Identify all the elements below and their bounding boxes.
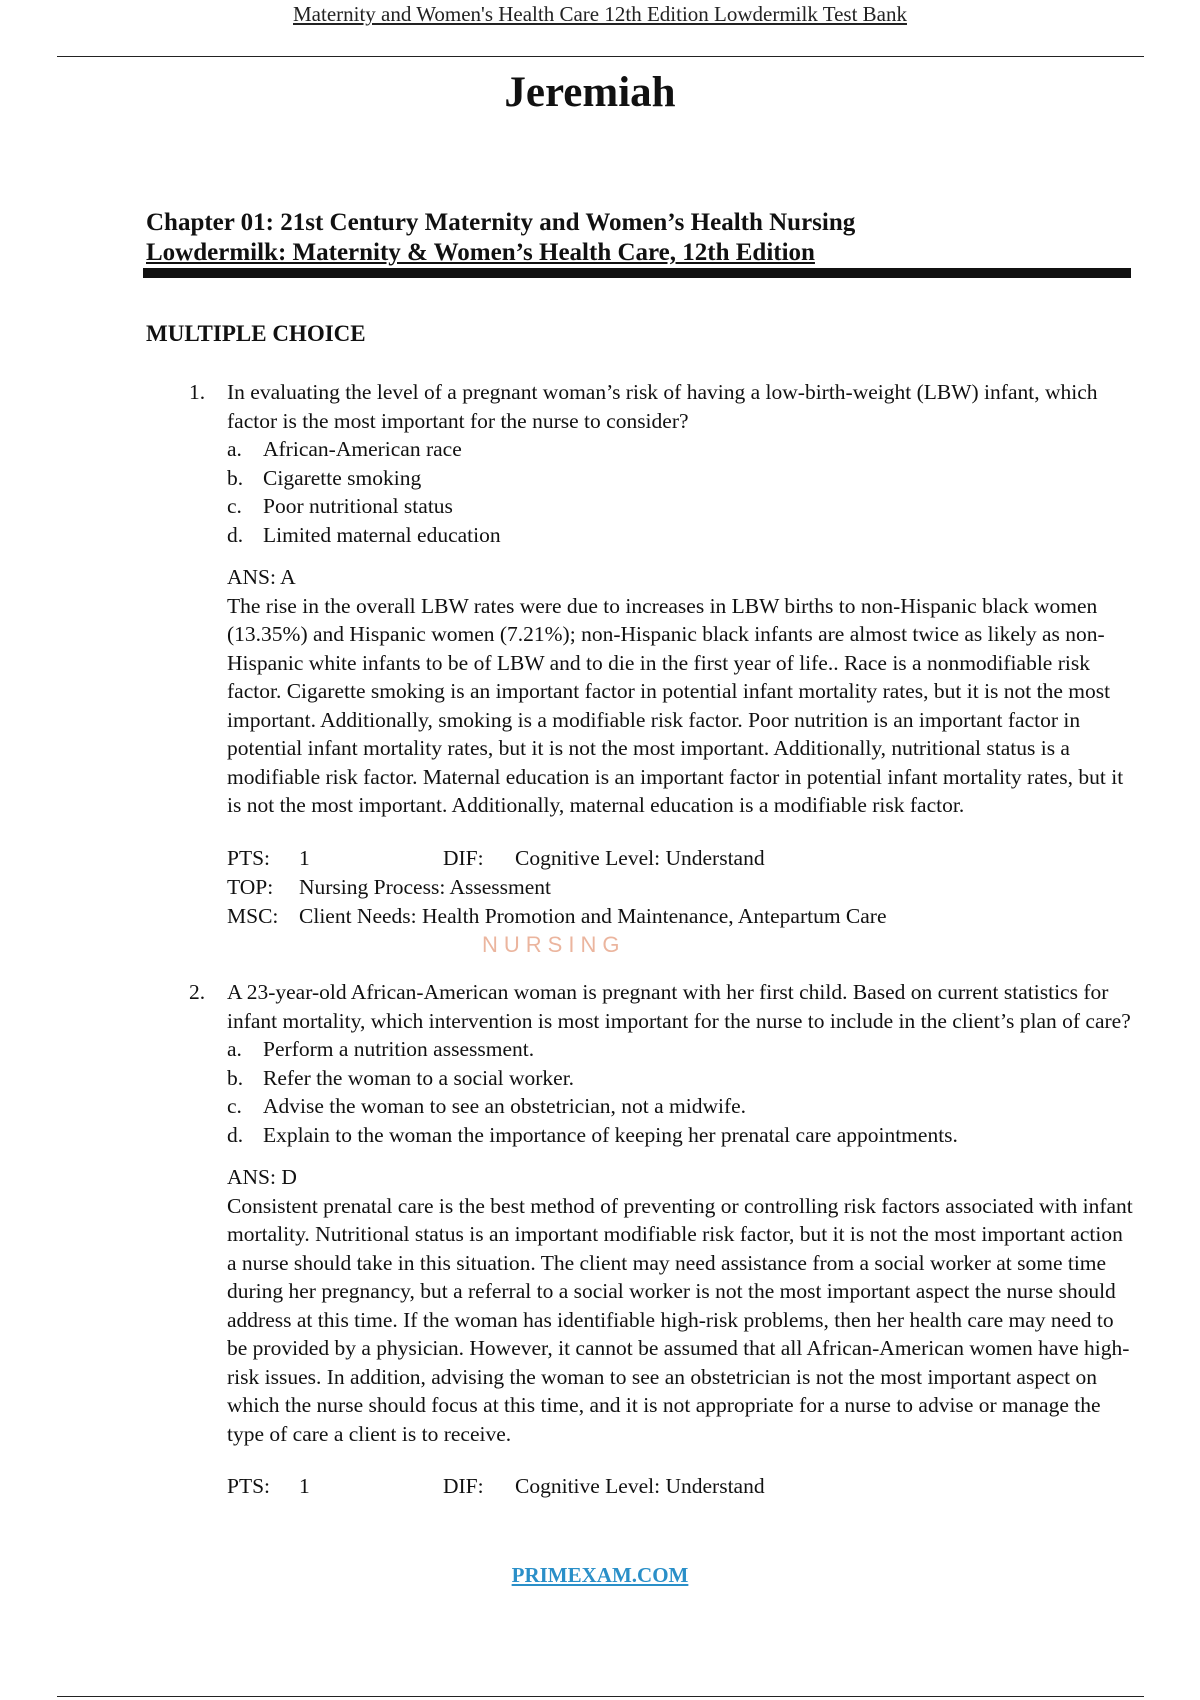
meta-row-top	[227, 873, 1134, 902]
pts-value: 1	[299, 845, 310, 870]
top-label: TOP:	[227, 874, 274, 899]
chapter-subtitle: Lowdermilk: Maternity & Women’s Health Care, 12th Edition	[146, 239, 815, 266]
question-metadata	[227, 844, 1134, 931]
pts-label: PTS:	[227, 845, 271, 870]
question-stem: A 23-year-old African-American woman is pregnant with her first child. Based on current statistics for infant mortality, which intervention is most important for the nurse to include in the client’s plan of care?	[227, 980, 1131, 1033]
choice-item	[227, 1035, 1134, 1064]
meta-row-msc	[227, 902, 1134, 931]
question-metadata	[227, 1472, 1134, 1501]
answer-rationale: Consistent prenatal care is the best method of preventing or controlling risk factors associated with infant mortality. Nutritional status is an important modifiable risk factor, but it is not the most important action a nurse should take in this situation. The client may need assistance from a social worker at some time during her pregnancy, but a referral to a social worker is not the most important aspect the nurse should address at this time. If the woman has identifiable high-risk problems, then her health care may need to be provided by a physician. However, it cannot be assumed that all African-American women have high-risk issues. In addition, advising the woman to see an obstetrician is not the most important aspect on which the nurse should focus at this time, and it is not appropriate for a nurse to advise or manage the type of care a client is to receive.	[227, 1193, 1133, 1446]
top-value: Nursing Process: Assessment	[299, 874, 552, 899]
choice-letter: c.	[227, 494, 242, 518]
answer-rationale: The rise in the overall LBW rates were due to increases in LBW births to non-Hispanic black women (13.35%) and Hispanic women (7.21%); non-Hispanic black infants are almost twice as likely as non-Hispanic white infants to be of LBW and to die in the first year of life.. Race is a nonmodifiable risk factor. Cigarette smoking is an important factor in potential infant mortality rates, but it is not the most important. Additionally, smoking is a modifiable risk factor. Poor nutrition is an important factor in potential infant mortality rates, but it is not the most important. Additionally, nutritional status is a modifiable risk factor. Maternal education is an important factor in potential infant mortality rates, but it is not the most important. Additionally, maternal education is a modifiable risk factor.	[227, 593, 1124, 817]
question-1	[189, 378, 1134, 931]
choice-text: Cigarette smoking	[263, 465, 422, 490]
question-number: 2.	[189, 980, 206, 1004]
choice-item	[227, 1064, 1134, 1093]
choice-item	[227, 1092, 1134, 1121]
document-header-title: Maternity and Women's Health Care 12th Edition Lowdermilk Test Bank	[293, 2, 907, 26]
choice-letter: b.	[227, 465, 244, 490]
question-number: 1.	[189, 380, 206, 404]
choice-list	[227, 435, 1134, 549]
choice-letter: c.	[227, 1094, 242, 1118]
choice-item	[227, 1121, 1134, 1150]
dif-label: DIF:	[443, 1474, 484, 1498]
choice-item	[227, 492, 1134, 521]
footer-divider	[57, 1696, 1144, 1697]
dif-value: Cognitive Level: Understand	[515, 845, 765, 870]
question-2	[189, 978, 1134, 1501]
choice-text: Limited maternal education	[263, 522, 501, 547]
watermark-text: NURSING	[482, 932, 626, 957]
choice-text: African-American race	[263, 437, 462, 461]
msc-label: MSC:	[227, 903, 279, 928]
chapter-heading	[146, 208, 855, 268]
dif-value: Cognitive Level: Understand	[515, 1474, 765, 1498]
choice-text: Poor nutritional status	[263, 494, 453, 518]
choice-letter: d.	[227, 1122, 244, 1147]
choice-text: Explain to the woman the importance of keeping her prenatal care appointments.	[263, 1122, 958, 1147]
choice-item	[227, 521, 1134, 550]
section-title: MULTIPLE CHOICE	[146, 321, 366, 346]
choice-text: Advise the woman to see an obstetrician, not a midwife.	[263, 1094, 747, 1118]
choice-letter: a.	[227, 437, 242, 461]
choice-text: Perform a nutrition assessment.	[263, 1037, 535, 1061]
choice-letter: a.	[227, 1037, 242, 1061]
chapter-divider	[143, 268, 1131, 278]
chapter-title: Chapter 01: 21st Century Maternity and Women’s Health Nursing	[146, 209, 856, 236]
choice-letter: b.	[227, 1065, 244, 1090]
choice-list	[227, 1035, 1134, 1149]
primexam-link[interactable]: PRIMEXAM.COM	[511, 1563, 689, 1587]
page-title: Jeremiah	[504, 69, 676, 116]
meta-row-pts-dif	[227, 1472, 1134, 1501]
header-divider	[57, 56, 1144, 57]
msc-value: Client Needs: Health Promotion and Maintenance, Antepartum Care	[299, 903, 887, 928]
pts-label: PTS:	[227, 1474, 271, 1498]
question-stem: In evaluating the level of a pregnant woman’s risk of having a low-birth-weight (LBW) infant, which factor is the most important for the nurse to consider?	[227, 380, 1098, 433]
choice-letter: d.	[227, 522, 244, 547]
pts-value: 1	[299, 1474, 310, 1498]
choice-item	[227, 464, 1134, 493]
choice-text: Refer the woman to a social worker.	[263, 1065, 575, 1090]
dif-label: DIF:	[443, 845, 484, 870]
meta-row-pts-dif	[227, 844, 1134, 873]
answer-key: ANS: D	[227, 1165, 297, 1189]
answer-key: ANS: A	[227, 565, 296, 589]
choice-item	[227, 435, 1134, 464]
